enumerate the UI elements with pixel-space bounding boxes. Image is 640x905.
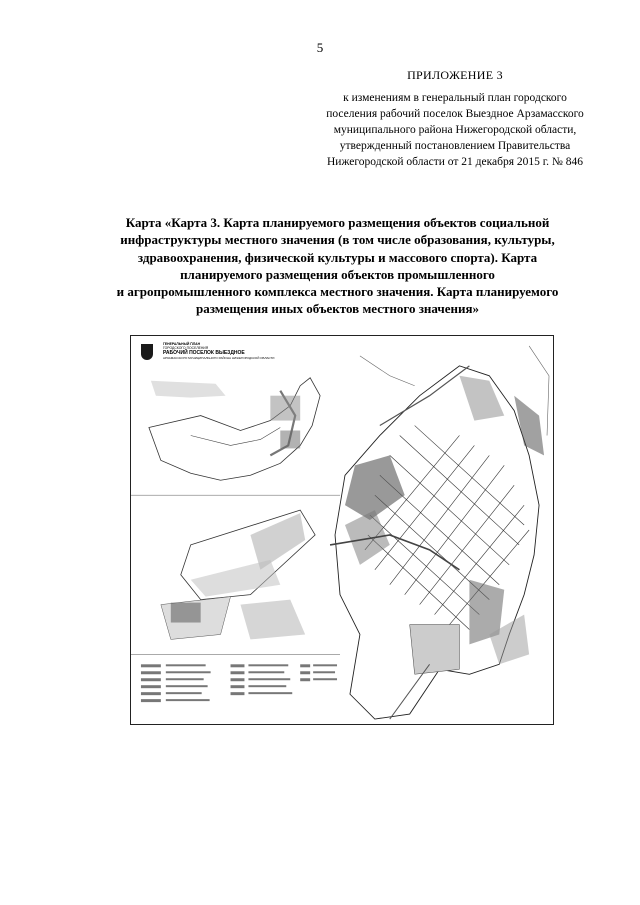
- map-drawing: [131, 336, 553, 724]
- appendix-subtitle-line: поселения рабочий поселок Выездное Арзамасского: [326, 108, 584, 120]
- page-number: 5: [316, 40, 324, 55]
- appendix-subtitle-line: к изменениям в генеральный план городского: [343, 92, 567, 104]
- map-header-line4: АРЗАМАССКОГО МУНИЦИПАЛЬНОГО РАЙОНА НИЖЕГОРОДСКОЙ ОБЛАСТИ: [163, 356, 275, 360]
- map-title-block: [163, 342, 283, 360]
- heading-line: и агропромышленного комплекса местного значения. Карта планируемого: [116, 284, 559, 300]
- heading-line: здравоохранения, физической культуры и массового спорта). Карта: [137, 249, 538, 265]
- heading-line: инфраструктуры местного значения (в том числе образования, культуры,: [120, 232, 555, 248]
- heading-line: планируемого размещения объектов промышленного: [180, 266, 495, 282]
- map-image: [130, 335, 554, 725]
- map-header-line1: ГЕНЕРАЛЬНЫЙ ПЛАН: [163, 342, 201, 346]
- heading-line: Карта «Карта 3. Карта планируемого размещения объектов социальной: [125, 215, 550, 230]
- appendix-subtitle-line: утвержденный постановлением Правительства: [339, 140, 571, 152]
- heading-line: размещения иных объектов местного значения»: [195, 301, 480, 317]
- coat-of-arms-icon: [141, 344, 153, 360]
- appendix-subtitle-line: муниципального района Нижегородской области,: [333, 124, 577, 136]
- map-header-title: РАБОЧИЙ ПОСЕЛОК ВЫЕЗДНОЕ: [163, 350, 245, 356]
- appendix-title: ПРИЛОЖЕНИЕ 3: [407, 68, 503, 82]
- document-heading: [70, 214, 605, 318]
- appendix-subtitle: [290, 90, 620, 170]
- map-header-line2: ГОРОДСКОГО ПОСЕЛЕНИЯ: [163, 346, 209, 350]
- appendix-subtitle-line: Нижегородской области от 21 декабря 2015 г. № 846: [326, 156, 583, 168]
